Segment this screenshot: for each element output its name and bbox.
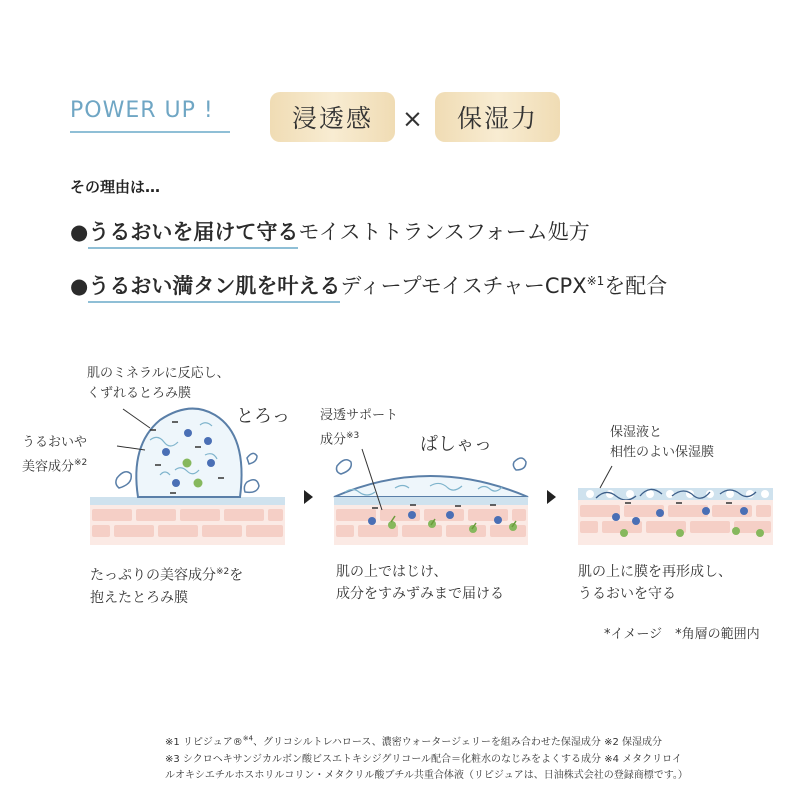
feature-2-text: ディープモイスチャーCPX — [340, 274, 587, 298]
footnote-line-1: ※1 リピジュア®$^{※4}$、グリコシルトレハロース、濃密ウォータージェリーを組み合わせた保湿成分 ※2 保湿成分 — [165, 734, 663, 748]
feature-1-emphasis: うるおいを届けて守る — [88, 220, 299, 244]
panel2-skin — [334, 476, 528, 545]
panel3-caption: 肌の上に膜を再形成し、 うるおいを守る — [578, 564, 732, 602]
panel1-moist-label: うるおいや 美容成分$^{※2}$ — [22, 435, 88, 475]
feature-1-text: モイストトランスフォーム処方 — [298, 220, 590, 244]
feature-2-text-end: を配合 — [604, 274, 668, 298]
power-up-heading: POWER UP ! — [70, 98, 214, 123]
panel3-skin — [578, 488, 773, 545]
panel2-label: 浸透サポート 成分$^{※3}$ — [320, 408, 399, 448]
penetration-pill: 浸透感 — [270, 92, 395, 142]
times-symbol: × — [402, 104, 423, 133]
bullet: ● — [70, 274, 89, 298]
panel1-skin — [90, 497, 285, 545]
panel2-caption: 肌の上ではじけ、 成分をすみずみまで届ける — [336, 564, 504, 602]
footnote-line-2: ※3 シクロヘキサンジカルボン酸ビスエトキシジグリコール配合＝化粧水のなじみをよくする成分 ※4 メタクリロイ — [165, 754, 682, 765]
panel1-membrane-label: 肌のミネラルに反応し、 くずれるとろみ膜 — [87, 366, 230, 401]
feature-2-emphasis: うるおい満タン肌を叶える — [88, 274, 341, 298]
panel1-onomatopoeia: とろっ — [236, 406, 290, 427]
reason-heading: その理由は… — [70, 178, 161, 196]
bullet: ● — [70, 220, 89, 244]
feature-2-sup: ※1 — [586, 274, 605, 288]
image-note: *イメージ *角層の範囲内 — [604, 627, 760, 642]
panel2-onomatopoeia: ぱしゃっ — [420, 434, 492, 455]
panel3-label: 保湿液と 相性のよい保湿膜 — [610, 425, 715, 460]
moisture-pill: 保湿力 — [435, 92, 560, 142]
panel1-dome — [136, 409, 241, 497]
panel1-caption: たっぷりの美容成分$^{※2}$を 抱えたとろみ膜 — [90, 567, 244, 606]
footnote-line-3: ルオキシエチルホスホリルコリン・メタクリル酸ブチル共重合体液（リピジュアは、日油株式会社の登録商標です。） — [165, 770, 688, 781]
